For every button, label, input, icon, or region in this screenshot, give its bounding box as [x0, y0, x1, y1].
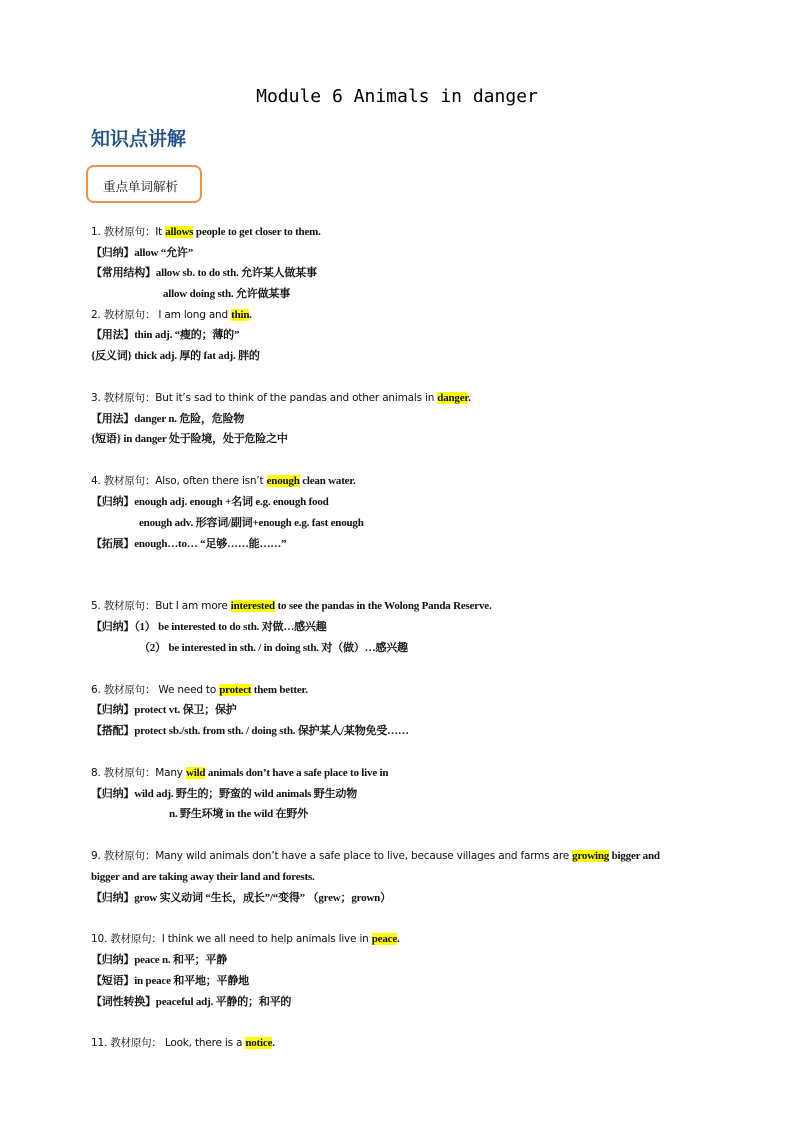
item-1-structure-2: allow doing sth. 允许做某事	[163, 288, 291, 300]
item-8-prefix: 8. 教材原句：Many	[91, 767, 186, 779]
item-1-note: 【归纳】allow “允许”	[91, 247, 194, 259]
item-10-word-form: 【词性转换】peaceful adj. 平静的；和平的	[91, 996, 292, 1008]
item-3-usage: 【用法】danger n. 危险，危险物	[91, 413, 245, 425]
page-title: Module 6 Animals in danger	[256, 86, 538, 107]
item-9-keyword: growing	[572, 850, 610, 862]
item-5-suffix: to see the pandas in the Wolong Panda Reserve.	[274, 600, 492, 612]
item-11-sentence	[91, 1036, 275, 1050]
item-10-prefix: 10. 教材原句：I think we all need to help animals live in	[91, 933, 372, 945]
item-8-suffix: animals don’t have a safe place to live in	[205, 767, 389, 779]
item-10-suffix: .	[397, 933, 400, 945]
item-11-keyword: notice	[245, 1037, 273, 1049]
item-5-keyword: interested	[230, 600, 275, 612]
item-11-suffix: .	[272, 1037, 275, 1049]
item-11-prefix: 11. 教材原句： Look, there is a	[91, 1037, 246, 1049]
item-6-prefix: 6. 教材原句： We need to	[91, 684, 220, 696]
item-3-phrase: {短语} in danger 处于险境，处于危险之中	[91, 433, 288, 445]
item-2-sentence	[91, 308, 252, 322]
item-4-note: 【归纳】enough adj. enough +名词 e.g. enough food	[91, 496, 329, 508]
item-2-keyword: thin	[231, 309, 250, 321]
item-1-prefix: 1. 教材原句：It	[91, 226, 166, 238]
item-2-antonym: {反义词} thick adj. 厚的 fat adj. 胖的	[91, 350, 260, 362]
item-8-noun: n. 野生环境 in the wild 在野外	[169, 808, 309, 820]
item-9-suffix: bigger and	[609, 850, 660, 862]
item-4-sentence	[91, 474, 356, 488]
item-9-sentence	[91, 849, 660, 863]
section-label-box	[86, 165, 202, 203]
item-1-structure: 【常用结构】allow sb. to do sth. 允许某人做某事	[91, 267, 317, 279]
item-6-note: 【归纳】protect vt. 保卫；保护	[91, 704, 237, 716]
item-10-sentence	[91, 932, 400, 946]
item-10-phrase: 【短语】in peace 和平地；平静地	[91, 975, 249, 987]
item-10-keyword: peace	[371, 933, 398, 945]
item-3-keyword: danger	[437, 392, 469, 404]
item-5-note-2: （2） be interested in sth. / in doing sth. 对（做）…感兴趣	[139, 642, 408, 654]
item-3-prefix: 3. 教材原句：But it’s sad to think of the pandas and other animals in	[91, 392, 438, 404]
item-8-sentence	[91, 766, 388, 780]
item-1-keyword: allows	[165, 226, 194, 238]
item-2-usage: 【用法】thin adj. “瘦的；薄的”	[91, 329, 240, 341]
item-1-suffix: people to get closer to them.	[193, 226, 321, 238]
item-3-suffix: .	[468, 392, 471, 404]
item-6-collocation: 【搭配】protect sb./sth. from sth. / doing sth. 保护某人/某物免受……	[91, 725, 409, 737]
item-6-keyword: protect	[219, 684, 252, 696]
item-9-note: 【归纳】grow 实义动词 “生长，成长”/“变得” （grew；grown）	[91, 892, 391, 904]
item-4-prefix: 4. 教材原句：Also, often there isn’t	[91, 475, 267, 487]
item-3-sentence	[91, 391, 471, 405]
item-9-sentence-cont: bigger and are taking away their land and forests.	[91, 871, 315, 883]
item-5-note: 【归纳】（1） be interested to do sth. 对做…感兴趣	[91, 621, 327, 633]
item-10-note: 【归纳】peace n. 和平；平静	[91, 954, 228, 966]
item-8-keyword: wild	[185, 767, 206, 779]
item-4-keyword: enough	[266, 475, 300, 487]
item-8-note: 【归纳】wild adj. 野生的；野蛮的 wild animals 野生动物	[91, 788, 358, 800]
item-4-suffix: clean water.	[299, 475, 356, 487]
item-4-extension: 【拓展】enough…to… “足够……能……”	[91, 538, 287, 550]
item-6-suffix: them better.	[251, 684, 308, 696]
section-label: 重点单词解析	[103, 179, 179, 194]
item-9-prefix: 9. 教材原句：Many wild animals don’t have a safe place to live, because villages and farms are	[91, 850, 573, 862]
item-4-note-2: enough adv. 形容词/副词+enough e.g. fast enough	[139, 517, 364, 529]
item-5-prefix: 5. 教材原句：But I am more	[91, 600, 231, 612]
item-2-suffix: .	[249, 309, 252, 321]
item-1-sentence	[91, 225, 321, 239]
item-5-sentence	[91, 599, 492, 613]
section-heading: 知识点讲解	[91, 128, 187, 150]
item-6-sentence	[91, 683, 308, 697]
item-2-prefix: 2. 教材原句： I am long and	[91, 309, 232, 321]
